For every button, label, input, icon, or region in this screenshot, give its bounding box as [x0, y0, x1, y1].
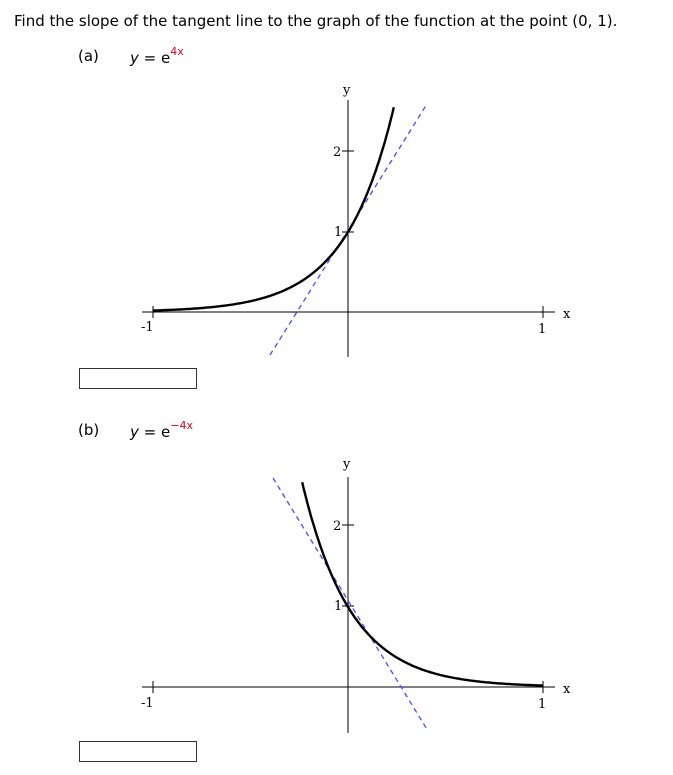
- part-b-tangent-line: [273, 478, 428, 731]
- part-b-tick-label-y2: 2: [333, 519, 342, 534]
- part-b-curve: [302, 482, 543, 685]
- part-b-tick-label-y1: 1: [334, 599, 343, 614]
- part-b-label: (b): [78, 421, 100, 439]
- part-b-axes: [142, 477, 555, 733]
- part-b-x-axis-label: x: [563, 682, 571, 697]
- part-b-eq-exponent: −4x: [170, 419, 193, 432]
- part-a-tick-label-y1: 1: [334, 225, 343, 240]
- part-b-tick-label-pos: 1: [538, 697, 547, 712]
- part-a-eq-exponent: 4x: [170, 45, 184, 58]
- part-a-tick-label-neg: -1: [141, 320, 154, 335]
- part-a-y-axis-label: y: [343, 83, 351, 98]
- question-text: Find the slope of the tangent line to the graph of the function at the point (0, 1).: [14, 12, 618, 30]
- part-b-eq-base: = e: [138, 423, 171, 441]
- part-a-eq-var: y: [130, 49, 139, 67]
- part-b-answer-input[interactable]: [79, 741, 197, 762]
- part-a-x-axis-label: x: [563, 307, 571, 322]
- part-a-eq-base: = e: [138, 49, 171, 67]
- part-b-y-axis-label: y: [343, 457, 351, 472]
- part-b-tick-label-neg: -1: [141, 696, 154, 711]
- part-a-tick-label-y2: 2: [333, 145, 342, 160]
- part-a-tick-label-pos: 1: [538, 322, 547, 337]
- part-a-label: (a): [78, 47, 99, 65]
- part-b-eq-var: y: [130, 423, 139, 441]
